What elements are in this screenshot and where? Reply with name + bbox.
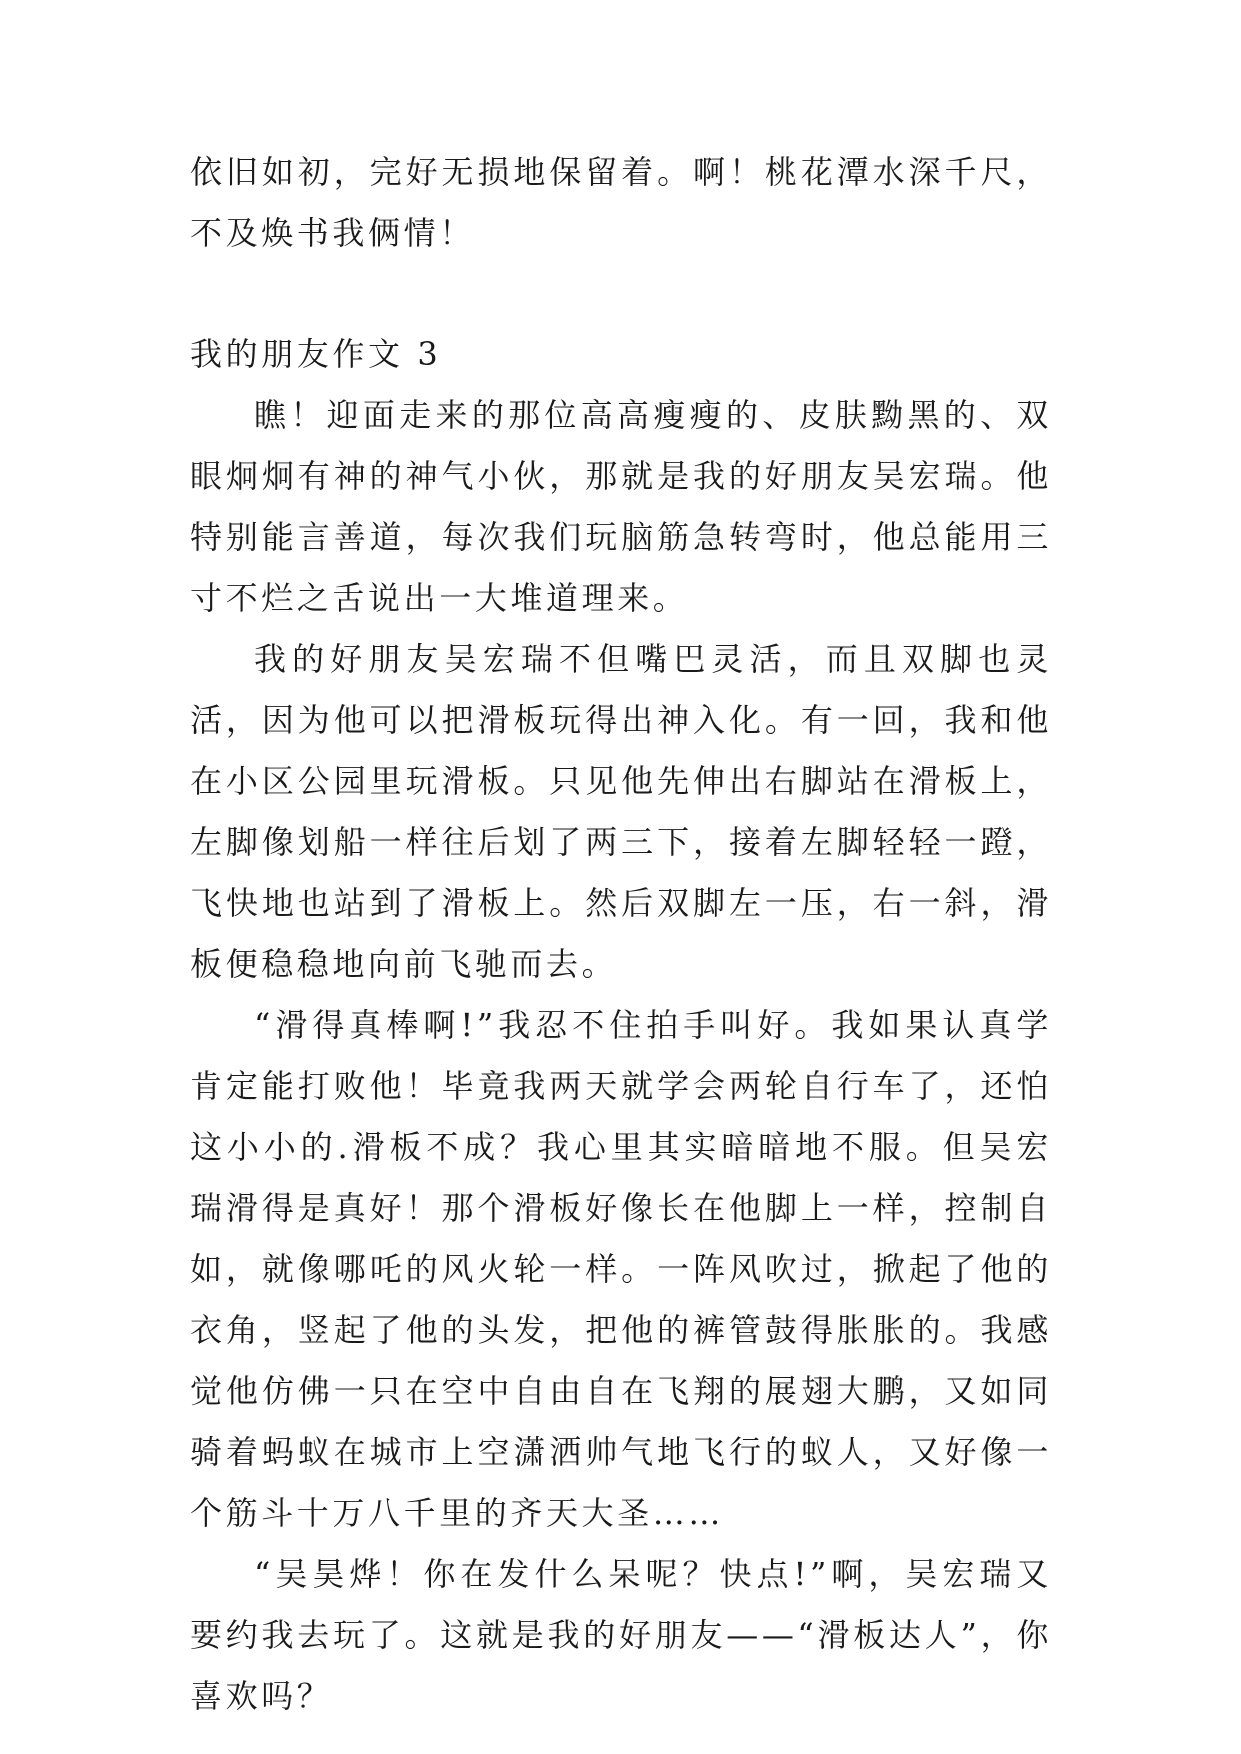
paragraph-2: 我的好朋友吴宏瑞不但嘴巴灵活，而且双脚也灵活，因为他可以把滑板玩得出神入化。有一回，我和他在小区公园里玩滑板。只见他先伸出右脚站在滑板上，左脚像划船一样往后划了两三下，接着左脚轻轻一蹬，飞快地也站到了滑板上。然后双脚左一压，右一斜，滑板便稳稳地向前飞驰而去。 — [190, 640, 1052, 983]
section-title: 我的朋友作文 3 — [190, 335, 442, 373]
paragraph-1: 瞧！迎面走来的那位高高瘦瘦的、皮肤黝黑的、双眼炯炯有神的神气小伙，那就是我的好朋友吴宏瑞。他特别能言善道，每次我们玩脑筋急转弯时，他总能用三寸不烂之舌说出一大堆道理来。 — [190, 396, 1052, 617]
paragraph-4: “吴昊烨！你在发什么呆呢？快点!”啊，吴宏瑞又要约我去玩了。这就是我的好朋友——“滑板达人”，你喜欢吗？ — [190, 1555, 1052, 1715]
intro-paragraph: 依旧如初，完好无损地保留着。啊！桃花潭水深千尺，不及焕书我俩情！ — [190, 153, 1052, 252]
paragraph-3: “滑得真棒啊!”我忍不住拍手叫好。我如果认真学肯定能打败他！毕竟我两天就学会两轮自行车了，还怕这小小的.滑板不成？我心里其实暗暗地不服。但吴宏瑞滑得是真好！那个滑板好像长在他脚上一样，控制自如，就像哪吒的风火轮一样。一阵风吹过，掀起了他的衣角，竖起了他的头发，把他的裤管鼓得胀胀的。我感觉他仿佛一只在空中自由自在飞翔的展翅大鹏，又如同骑着蚂蚁在城市上空潇洒帅气地飞行的蚁人，又好像一个筋斗十万八千里的齐天大圣…… — [190, 1006, 1052, 1532]
document-body — [190, 142, 1052, 1727]
section-gap — [190, 264, 1052, 324]
